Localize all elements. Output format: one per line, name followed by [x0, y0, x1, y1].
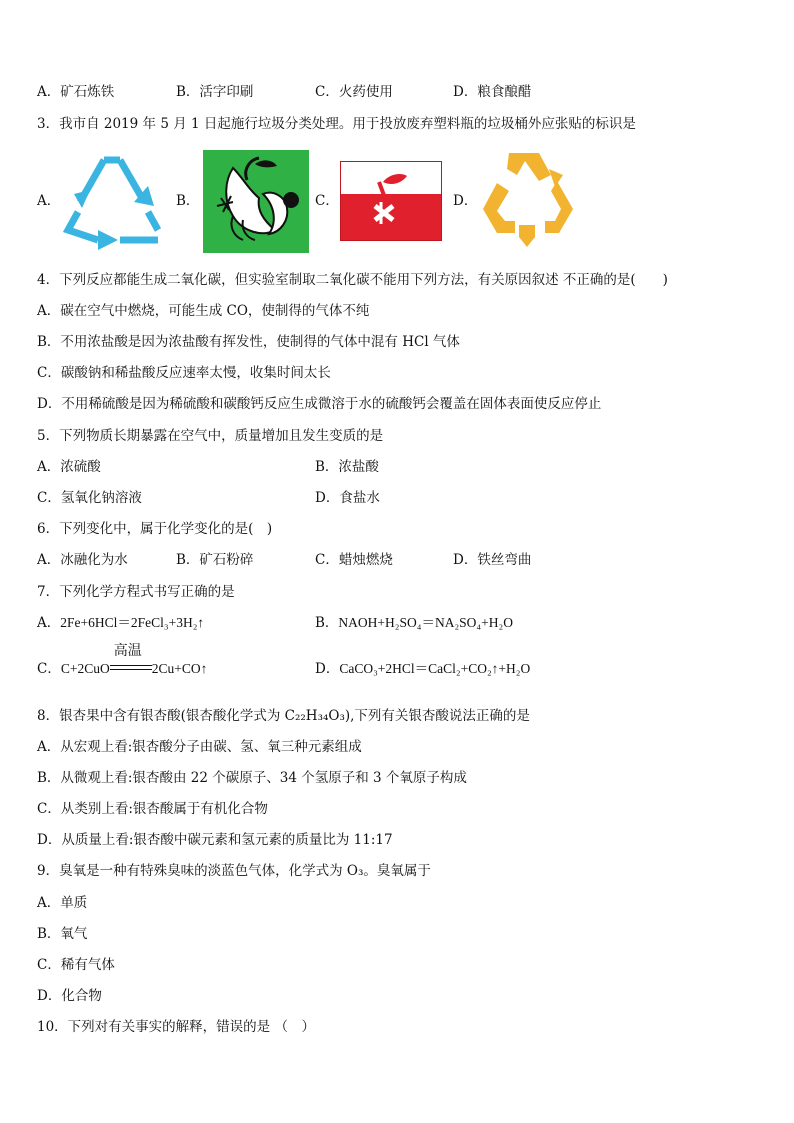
q9-stem: 9．臭氧是一种有特殊臭味的淡蓝色气体，化学式为 O₃。臭氧属于 [37, 863, 431, 879]
q7-option-c-label: C． [37, 661, 61, 677]
q9-option-b: B．氧气 [37, 926, 88, 942]
q5-option-b: B．浓盐酸 [315, 459, 379, 475]
q7-option-b-equation: NAOH+H₂SO₄＝NA₂SO₄+H₂O [338, 615, 513, 630]
q4-option-d: D．不用稀硫酸是因为稀硫酸和碳酸钙反应生成微溶于水的硫酸钙会覆盖在固体表面使反应停止 [37, 396, 602, 412]
q6-option-d: D．铁丝弯曲 [453, 552, 532, 568]
q3-option-a-label: A． [37, 193, 61, 209]
q7-option-a-label: A． [37, 615, 61, 631]
q6-option-b: B．矿石粉碎 [176, 552, 254, 568]
q2-option-b: B．活字印刷 [176, 84, 254, 100]
q9-option-c: C．稀有气体 [37, 957, 115, 973]
q5-option-c: C．氢氧化钠溶液 [37, 490, 142, 506]
q2-option-d: D．粮食酿醋 [453, 84, 532, 100]
recycle-icon [62, 150, 166, 250]
q8-option-b: B．从微观上看:银杏酸由 22 个碳原子、34 个氢原子和 3 个氧原子构成 [37, 770, 467, 786]
q9-option-a: A．单质 [37, 895, 88, 911]
q7-option-b [315, 614, 513, 632]
q6-stem: 6．下列变化中，属于化学变化的是( ) [37, 521, 273, 537]
q4-option-c: C．碳酸钠和稀盐酸反应速率太慢，收集时间太长 [37, 365, 331, 381]
q8-option-d: D．从质量上看:银杏酸中碳元素和氢元素的质量比为 11:17 [37, 832, 393, 848]
recycle-arrows-icon [479, 147, 577, 252]
kitchen-waste-icon [203, 150, 309, 253]
q7-option-c-condition-text: 高温 [113, 643, 142, 659]
q7-option-c-equation-left: C+2CuO [60, 661, 110, 676]
q4-stem: 4．下列反应都能生成二氧化碳，但实验室制取二氧化碳不能用下列方法，有关原因叙述 不正确的是( ) [37, 272, 668, 288]
q8-option-c: C．从类别上看:银杏酸属于有机化合物 [37, 801, 268, 817]
q5-option-a: A．浓硫酸 [37, 459, 101, 475]
q4-option-b: B．不用浓盐酸是因为浓盐酸有挥发性，使制得的气体中混有 HCl 气体 [37, 334, 460, 350]
q5-option-d: D．食盐水 [315, 490, 380, 506]
q5-stem: 5．下列物质长期暴露在空气中，质量增加且发生变质的是 [37, 428, 384, 444]
q7-option-a [37, 614, 204, 632]
q8-stem: 8．银杏果中含有银杏酸(银杏酸化学式为 C₂₂H₃₄O₃),下列有关银杏酸说法正确的是 [37, 708, 530, 724]
q7-option-c-equation-right: 2Cu+CO↑ [151, 661, 208, 676]
q3-option-d-label: D． [453, 193, 478, 209]
q6-option-a: A．冰融化为水 [37, 552, 128, 568]
q3-stem: 3．我市自 2019 年 5 月 1 日起施行垃圾分类处理。用于投放废弃塑料瓶的垃圾桶外应张贴的标识是 [37, 116, 636, 132]
q2-option-a: A．矿石炼铁 [37, 84, 115, 100]
no-food-icon [340, 161, 442, 241]
q7-option-c-reaction-condition [110, 643, 152, 678]
q3-option-c-label: C． [315, 193, 339, 209]
q7-stem: 7．下列化学方程式书写正确的是 [37, 584, 235, 600]
q9-option-d: D．化合物 [37, 988, 102, 1004]
q7-option-b-label: B． [315, 615, 339, 631]
q4-option-a: A．碳在空气中燃烧，可能生成 CO，使制得的气体不纯 [37, 303, 370, 319]
q7-option-d [315, 660, 530, 678]
q6-option-c: C．蜡烛燃烧 [315, 552, 393, 568]
q7-option-a-equation: 2Fe+6HCl＝2FeCl₃+3H₂↑ [60, 615, 205, 630]
q7-option-d-equation: CaCO₃+2HCl＝CaCl₂+CO₂↑+H₂O [339, 661, 531, 676]
q3-option-b-label: B． [176, 193, 200, 209]
q8-option-a: A．从宏观上看:银杏酸分子由碳、氢、氧三种元素组成 [37, 739, 362, 755]
q10-stem: 10．下列对有关事实的解释，错误的是 （ ） [37, 1019, 315, 1035]
q7-option-d-label: D． [315, 661, 340, 677]
q2-option-c: C．火药使用 [315, 84, 393, 100]
q7-option-c [37, 643, 208, 678]
